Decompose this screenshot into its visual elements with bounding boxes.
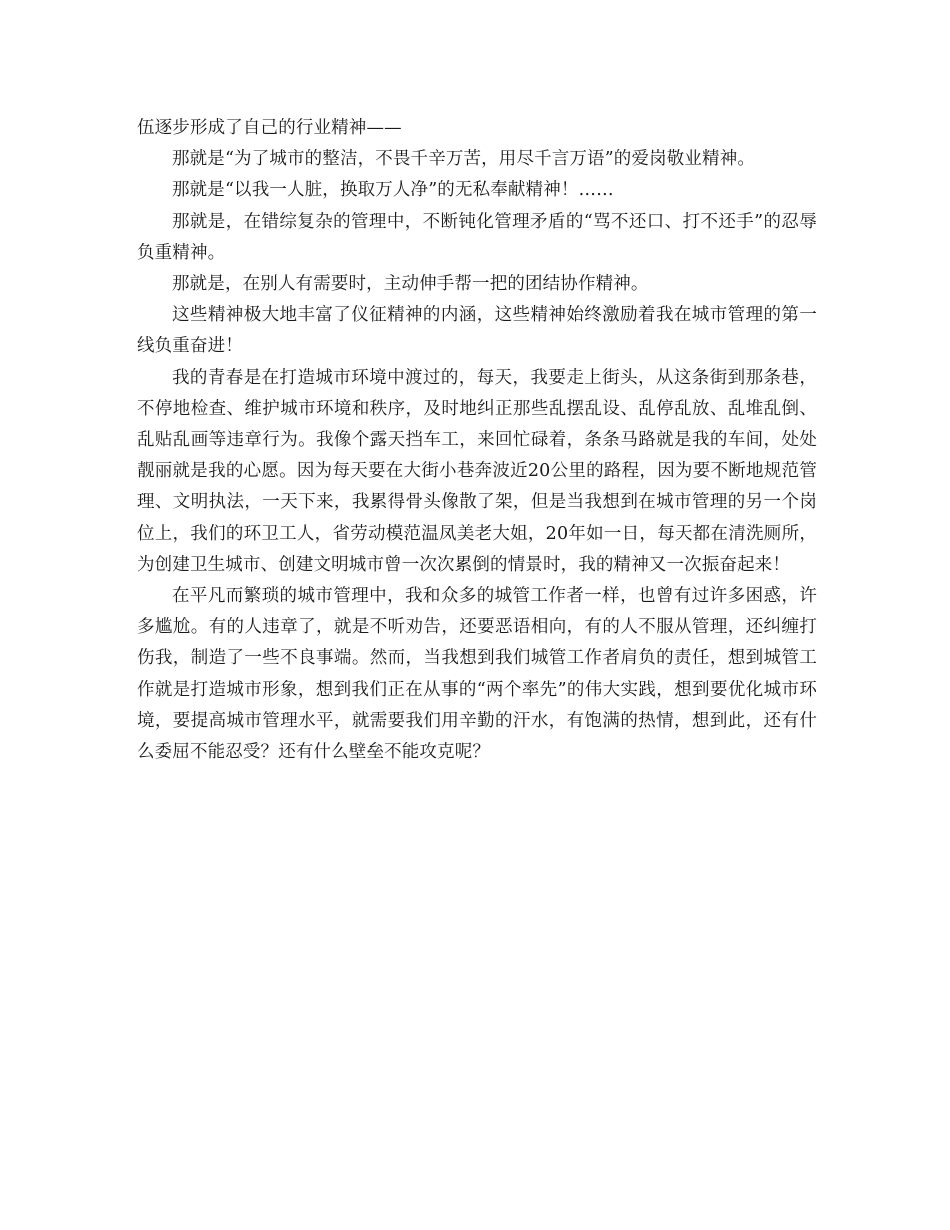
paragraph-5: 那就是，在别人有需要时，主动伸手帮一把的团结协作精神。 <box>172 274 649 295</box>
paragraph-3: 那就是“以我一人脏，换取万人净”的无私奉献精神！…… <box>172 180 614 201</box>
paragraph-1: 伍逐步形成了自己的行业精神—— <box>137 118 402 138</box>
paragraph-8: 在平凡而繁琐的城市管理中，我和众多的城管工作者一样，也曾有过许多困惑，许多尴尬。有的人违章了，就是不听劝告，还要恶语相向，有的人不服从管理，还纠缠打伤我，制造了一些不良事端。然而，当我想到我们城管工作者肩负的责任，想到城管工作就是打造城市形象，想到我们正在从事的“两个率先”的伟大实践，想到要优化城市环境，要提高城市管理水平，就需要我们用辛勤的汗水，有饱满的热情，想到此，还有什么委屈不能忍受？还有什么壁垒不能攻克呢？ <box>137 586 817 763</box>
paragraph-7: 我的青春是在打造城市环境中渡过的，每天，我要走上街头，从这条街到那条巷，不停地检查、维护城市环境和秩序，及时地纠正那些乱摆乱设、乱停乱放、乱堆乱倒、乱贴乱画等违章行为。我像个露天挡车工，来回忙碌着，条条马路就是我的车间，处处靓丽就是我的心愿。因为每天要在大街小巷奔波近20公里的路程，因为要不断地规范管理、文明执法，一天下来，我累得骨头像散了架，但是当我想到在城市管理的另一个岗位上，我们的环卫工人，省劳动模范温凤美老大姐，20年如一日，每天都在清洗厕所，为创建卫生城市、创建文明城市曾一次次累倒的情景时，我的精神又一次振奋起来！ <box>137 367 817 575</box>
paragraph-2: 那就是“为了城市的整洁，不畏千辛万苦，用尽千言万语”的爱岗敬业精神。 <box>172 149 755 170</box>
paragraph-6: 这些精神极大地丰富了仪征精神的内涵，这些精神始终激励着我在城市管理的第一线负重奋进！ <box>137 305 817 357</box>
document-body <box>137 113 817 768</box>
paragraph-4: 那就是，在错综复杂的管理中，不断钝化管理矛盾的“骂不还口、打不还手”的忍辱负重精神。 <box>137 211 817 263</box>
